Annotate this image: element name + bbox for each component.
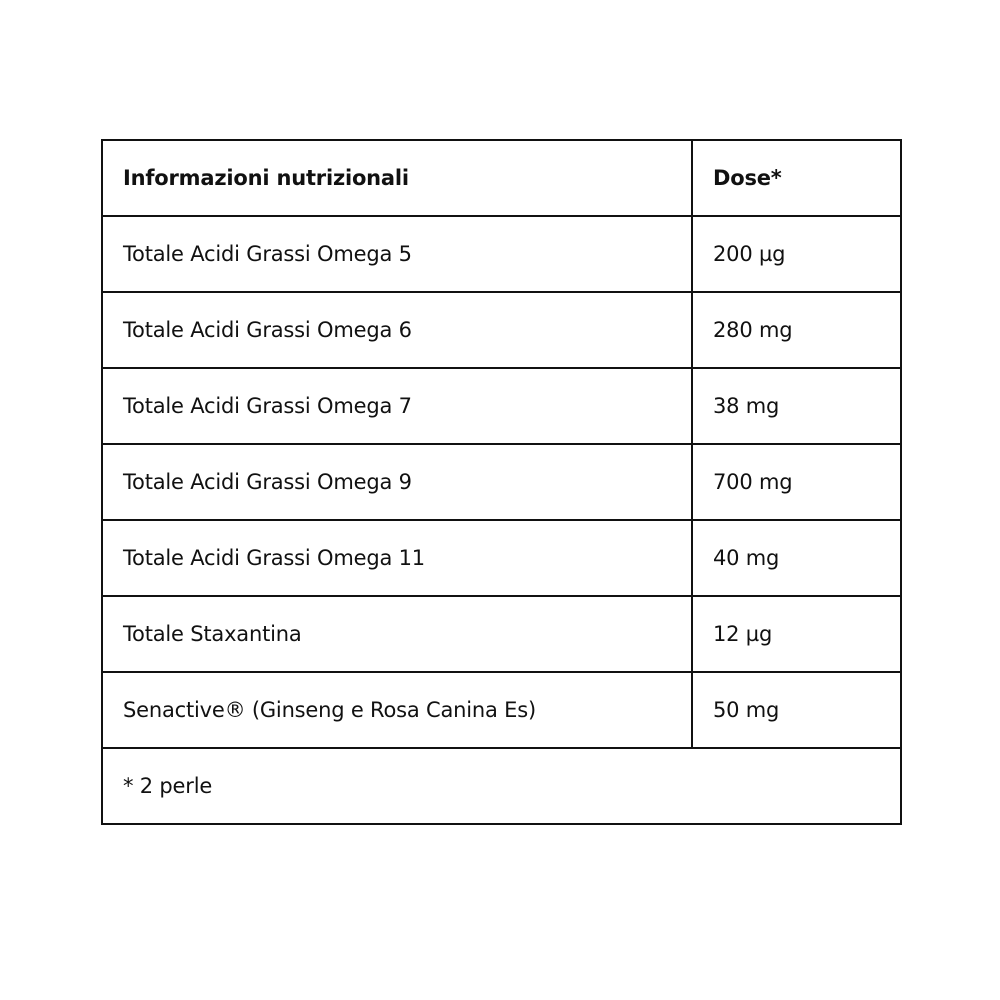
nutrient-name: Totale Acidi Grassi Omega 7	[102, 368, 692, 444]
nutrient-dose: 280 mg	[692, 292, 901, 368]
header-dose: Dose*	[692, 140, 901, 216]
table-row	[102, 444, 901, 520]
nutrition-table	[101, 139, 902, 825]
table-row	[102, 520, 901, 596]
table-footnote-row	[102, 748, 901, 824]
nutrient-dose: 12 µg	[692, 596, 901, 672]
table-row	[102, 292, 901, 368]
nutrient-dose: 40 mg	[692, 520, 901, 596]
table-row	[102, 216, 901, 292]
table-header-row	[102, 140, 901, 216]
table-row	[102, 672, 901, 748]
nutrient-dose: 200 µg	[692, 216, 901, 292]
header-nutrition-info: Informazioni nutrizionali	[102, 140, 692, 216]
nutrient-dose: 700 mg	[692, 444, 901, 520]
table-row	[102, 368, 901, 444]
nutrient-name: Totale Acidi Grassi Omega 6	[102, 292, 692, 368]
nutrient-name: Totale Acidi Grassi Omega 5	[102, 216, 692, 292]
nutrient-name: Senactive® (Ginseng e Rosa Canina Es)	[102, 672, 692, 748]
nutrient-name: Totale Staxantina	[102, 596, 692, 672]
nutrient-name: Totale Acidi Grassi Omega 9	[102, 444, 692, 520]
nutrient-name: Totale Acidi Grassi Omega 11	[102, 520, 692, 596]
nutrient-dose: 50 mg	[692, 672, 901, 748]
footnote: * 2 perle	[102, 748, 901, 824]
table-row	[102, 596, 901, 672]
nutrient-dose: 38 mg	[692, 368, 901, 444]
nutrition-table-container	[101, 139, 900, 825]
